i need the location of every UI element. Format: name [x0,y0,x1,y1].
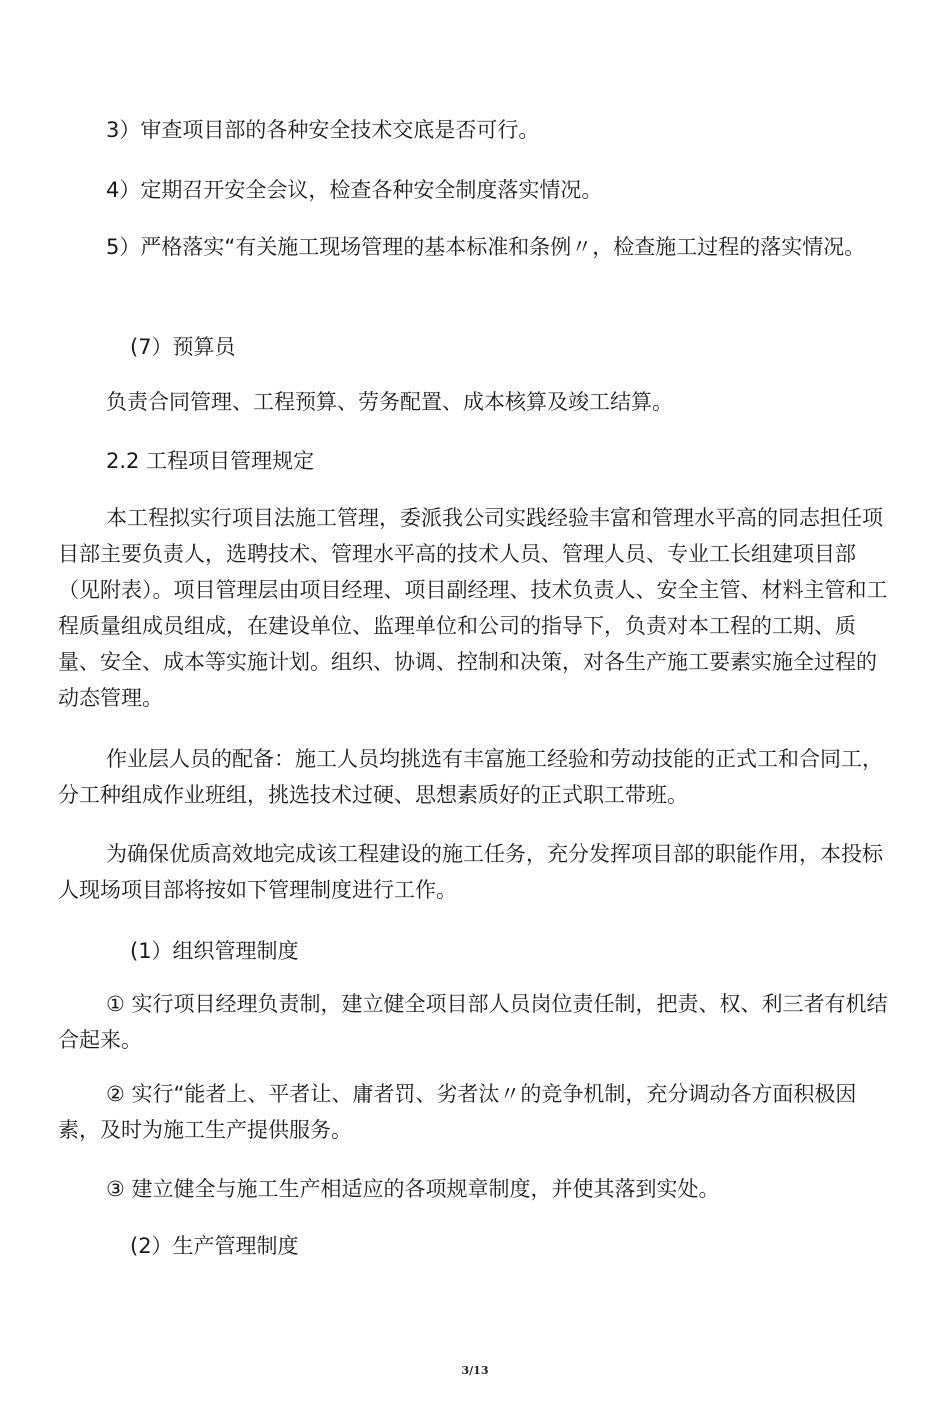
heading-budget-officer: (7）预算员 [130,335,236,359]
page-number: 3/13 [461,1364,489,1377]
paragraph-operating-staff: 作业层人员的配备：施工人员均挑选有丰富施工经验和劳动技能的正式工和合同工，分工种组成作业班组，挑选技术过硬、思想素质好的正式职工带班。 [58,747,883,807]
paragraph-project-management: 本工程拟实行项目法施工管理，委派我公司实践经验丰富和管理水平高的同志担任项目部主要负责人，选聘技术、管理水平高的技术人员、管理人员、专业工长组建项目部（见附表）。项目管理层由项目经理、项目副经理、技术负责人、安全主管、材料主管和工程质量组成员组成，在建设单位、监理单位和公司的指导下，负责对本工程的工期、质量、安全、成本等实施计划。组织、协调、控制和决策，对各生产施工要素实施全过程的动态管理。 [58,506,888,710]
paragraph-budget-duties: 负责合同管理、工程预算、劳务配置、成本核算及竣工结算。 [106,390,673,414]
paragraph-item-circle-2: ② 实行“能者上、平者让、庸者罚、劣者汰〃的竞争机制，充分调动各方面积极因素，及时为施工生产提供服务。 [58,1082,857,1142]
paragraph-management-system-intro: 为确保优质高效地完成该工程建设的施工任务，充分发挥项目部的职能作用，本投标人现场项目部将按如下管理制度进行工作。 [58,842,883,902]
heading-organization-system: (1）组织管理制度 [130,939,299,963]
paragraph-item-5: 5）严格落实“有关施工现场管理的基本标准和条例〃，检查施工过程的落实情况。 [106,235,866,259]
paragraph-item-4: 4）定期召开安全会议，检查各种安全制度落实情况。 [106,178,603,202]
paragraph-item-circle-3: ③ 建立健全与施工生产相适应的各项规章制度，并使其落到实处。 [106,1177,720,1201]
paragraph-item-3: 3）审查项目部的各种安全技术交底是否可行。 [106,118,540,142]
heading-production-system: (2）生产管理制度 [130,1234,299,1258]
section-heading-2-2: 2.2 工程项目管理规定 [106,449,315,473]
paragraph-item-circle-1: ① 实行项目经理负责制，建立健全项目部人员岗位责任制，把责、权、利三者有机结合起来。 [58,992,888,1052]
